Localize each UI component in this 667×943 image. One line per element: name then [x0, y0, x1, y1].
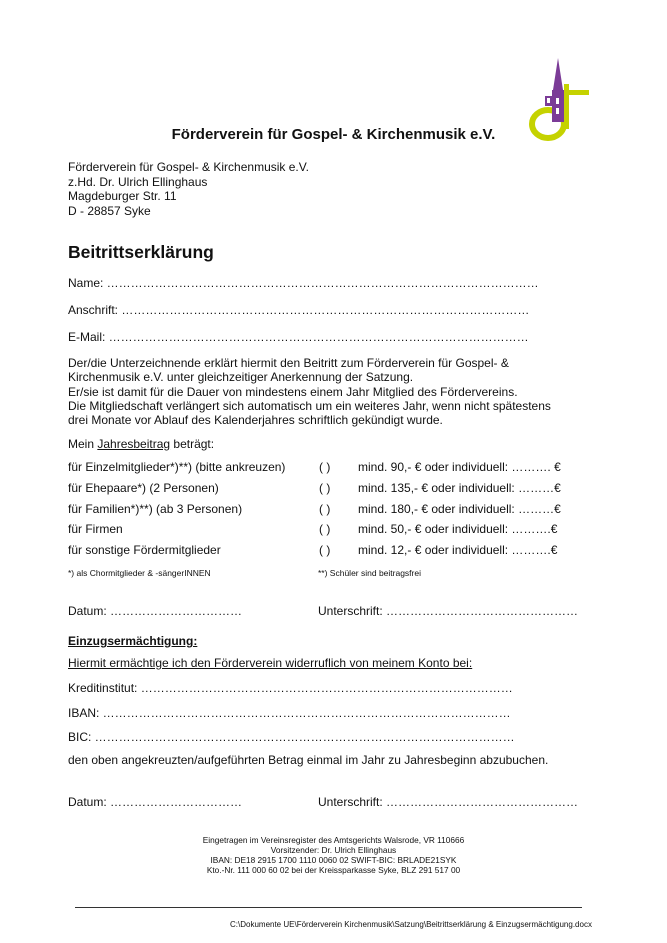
- footnote-members: *) als Chormitglieder & -sängerINNEN: [68, 568, 211, 578]
- declaration-line: drei Monate vor Ablauf des Kalenderjahres schriftlich gekündigt wurde.: [68, 413, 443, 428]
- address-line: D - 28857 Syke: [68, 203, 151, 218]
- fee-checkbox[interactable]: ( ): [319, 543, 331, 557]
- fee-label: für Einzelmitglieder*)**) (bitte ankreuzen): [68, 460, 286, 474]
- address-line: Förderverein für Gospel- & Kirchenmusik e.V.: [68, 160, 309, 174]
- date-field[interactable]: Datum: ……………………………: [68, 795, 243, 809]
- fee-row: [68, 481, 561, 495]
- fee-amount[interactable]: mind. 12,- € oder individuell: ……….€: [358, 543, 558, 557]
- fee-amount[interactable]: mind. 50,- € oder individuell: ……….€: [358, 522, 558, 536]
- fee-label: für sonstige Fördermitglieder: [68, 543, 221, 557]
- fee-checkbox[interactable]: ( ): [319, 460, 331, 474]
- fee-row: [68, 522, 558, 536]
- bic-field[interactable]: BIC: ……………………………………………………………………………………………: [68, 730, 515, 744]
- signature-field[interactable]: Unterschrift: …………………………………………: [318, 795, 579, 809]
- fee-row: [68, 543, 558, 557]
- fee-checkbox[interactable]: ( ): [319, 481, 331, 495]
- fee-row: [68, 460, 561, 474]
- footer-line: Vorsitzender: Dr. Ulrich Ellinghaus: [270, 845, 397, 855]
- fee-label: für Ehepaare*) (2 Personen): [68, 481, 219, 495]
- fee-intro: [68, 437, 214, 451]
- footer-line: Eingetragen im Vereinsregister des Amtsgerichts Walsrode, VR 110666: [202, 835, 465, 845]
- declaration-line: Der/die Unterzeichnende erklärt hiermit den Beitritt zum Förderverein für Gospel- &: [68, 356, 509, 370]
- fee-intro-prefix: Mein: [68, 437, 98, 451]
- address-line: Magdeburger Str. 11: [68, 189, 177, 203]
- fee-amount[interactable]: mind. 135,- € oder individuell: ………€: [358, 481, 561, 495]
- fee-checkbox[interactable]: ( ): [319, 502, 331, 516]
- recipient-address: [68, 160, 309, 218]
- fee-row: [68, 502, 561, 516]
- register-footer: [0, 835, 667, 875]
- form-heading: Beitrittserklärung: [68, 242, 214, 262]
- bank-field[interactable]: Kreditinstitut: …………………………………………………………………………………: [68, 681, 513, 695]
- name-field[interactable]: Name: ………………………………………………………………………………………………: [68, 276, 539, 290]
- sepa-heading: Einzugsermächtigung:: [68, 634, 198, 648]
- document-path: C:\Dokumente UE\Förderverein Kirchenmusik\Satzung\Beitrittserklärung & Einzugsermächtigung.docx: [230, 920, 592, 929]
- fee-intro-suffix: beträgt:: [170, 437, 215, 451]
- organization-title: Förderverein für Gospel- & Kirchenmusik e.V.: [171, 126, 496, 143]
- email-field[interactable]: E-Mail: ……………………………………………………………………………………………: [68, 330, 529, 344]
- footer-line: IBAN: DE18 2915 1700 1110 0060 02 SWIFT-BIC: BRLADE21SYK: [210, 855, 457, 865]
- fee-amount[interactable]: mind. 90,- € oder individuell: ………. €: [358, 460, 561, 474]
- fee-intro-underlined: Jahresbeitrag: [97, 437, 171, 451]
- fee-checkbox[interactable]: ( ): [319, 522, 331, 536]
- address-line: z.Hd. Dr. Ulrich Ellinghaus: [68, 174, 208, 189]
- footnote-students: **) Schüler sind beitragsfrei: [318, 568, 421, 578]
- footer-line: Kto.-Nr. 111 000 60 02 bei der Kreissparkasse Syke, BLZ 291 517 00: [206, 865, 461, 875]
- fee-label: für Firmen: [68, 522, 123, 536]
- signature-field[interactable]: Unterschrift: …………………………………………: [318, 604, 579, 618]
- sepa-intro: Hiermit ermächtige ich den Förderverein widerruflich von meinem Konto bei:: [68, 656, 473, 670]
- declaration-paragraph: [68, 356, 588, 427]
- date-field[interactable]: Datum: ……………………………: [68, 604, 243, 618]
- sepa-text: den oben angekreuzten/aufgeführten Betrag einmal im Jahr zu Jahresbeginn abzubuchen.: [68, 753, 549, 767]
- iban-field[interactable]: IBAN: …………………………………………………………………………………………: [68, 706, 511, 720]
- declaration-line: Er/sie ist damit für die Dauer von mindestens einem Jahr Mitglied des Fördervereins.: [68, 384, 518, 399]
- fee-amount[interactable]: mind. 180,- € oder individuell: ………€: [358, 502, 561, 516]
- footer-divider: [75, 907, 582, 908]
- declaration-line: Die Mitgliedschaft verlängert sich automatisch um ein weiteres Jahr, wenn nicht spätestens: [68, 398, 551, 413]
- declaration-line: Kirchenmusik e.V. unter gleichzeitiger Anerkennung der Satzung.: [68, 370, 414, 385]
- fee-label: für Familien*)**) (ab 3 Personen): [68, 502, 243, 516]
- address-field[interactable]: Anschrift: …………………………………………………………………………………………: [68, 303, 530, 317]
